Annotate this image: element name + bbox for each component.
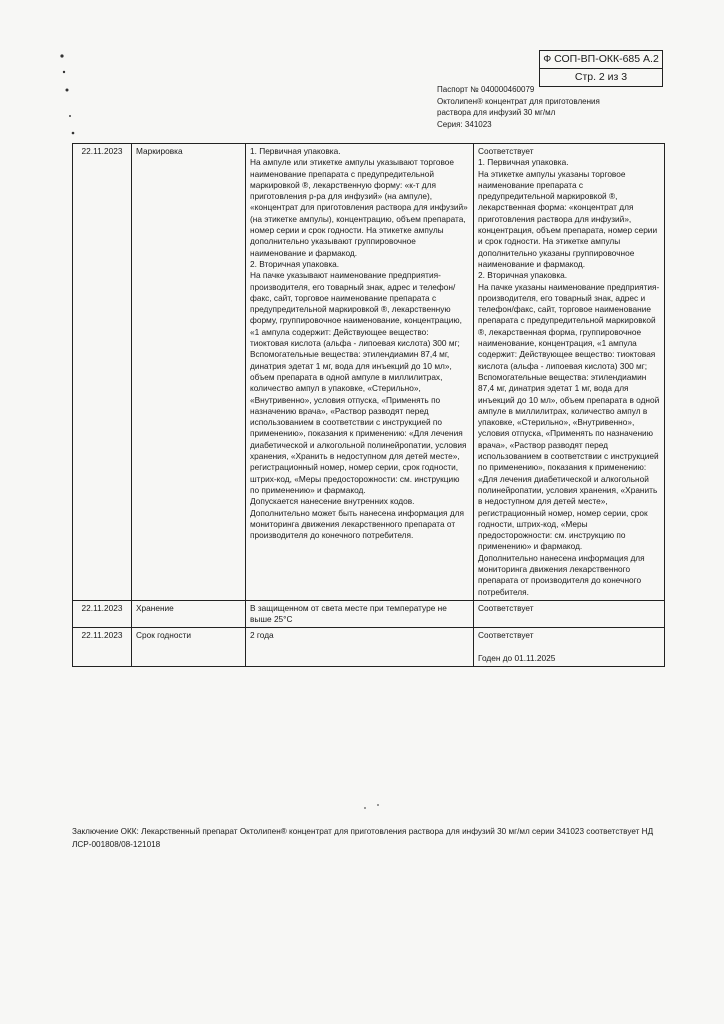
result-text: Соответствует [478,602,534,613]
requirement-text: 1. Первичная упаковка. [250,146,341,156]
result-cell [474,144,665,601]
quality-control-table [72,143,665,667]
requirement-cell [246,600,474,628]
result-text: Дополнительно нанесена информация для мониторинга движения лекарственного препарата от производителя до конечного потребителя. [478,552,645,597]
page-number: Стр. 2 из 3 [540,68,662,86]
batch-number: Серия: 341023 [437,119,492,129]
test-parameter: Срок годности [132,628,246,667]
requirement-cell [246,628,474,667]
product-name-line-2: раствора для инфузий 30 мг/мл [437,108,556,117]
passport-number: Паспорт № 040000460079 [437,85,535,94]
product-name-line-1: Октолипен® концентрат для приготовления [437,96,600,106]
result-text: 2. Вторичная упаковка. [478,270,568,281]
result-text: Соответствует [478,146,534,156]
requirement-text: На ампуле или этикетке ампулы указывают торговое наименование препарата с предупредительной маркировкой ®, лекарственную форму: «к-т для приготовления р-ра для инфузий» (на ампуле), «концентрат для приготовления раствора для инфузий» (на этикетке ампулы), концентрацию, объем препарата, номер серии и срок годности. На этикетке ампулы дополнительно указывают группировочное наименование и фармакод. [250,157,468,258]
test-parameter: Маркировка [132,144,246,601]
result-cell [474,628,665,667]
requirement-cell [246,144,474,601]
requirement-text: 2 года [250,630,274,641]
requirement-text: 2. Вторичная упаковка. [250,258,340,269]
document-code-stamp [539,50,663,87]
test-date: 22.11.2023 [73,628,132,667]
requirement-text: Допускается нанесение внутренних кодов. [250,496,415,507]
test-parameter: Хранение [132,600,246,628]
result-text: Годен до 01.11.2025 [478,652,556,663]
requirement-text: На пачке указывают наименование предприятия-производителя, его товарный знак, адрес и телефон/факс, сайт, торговое наименование препарата с предупредительной маркировкой ®, лекарственную форму, группировочное наименование, концентрацию, «1 ампула содержит: Действующее вещество: тиоктовая кислота (альфа - липоевая кислота) 300 мг; Вспомогательные вещества: этилендиамин 87,4 мг, динатрия эдетат 1 мг, вода для инъекций до 10 мл», объем препарата в одной ампуле в миллилитрах, количество ампул в упаковке, «Стерильно», «Внутривенно», условия отпуска, «Применять по назначению врача», «Раствор разводят перед использованием в соответствии с инструкцией по применению», показания к применению: «Для лечения диабетической и алкогольной полинейропатии, условия хранения, «Хранить в недоступном для детей месте», регистрационный номер, номер серии, срок годности, штрих-код, «Меры предосторожности: см. инструкцию по применению» и фармакод. [250,270,467,495]
table-row [73,628,665,667]
table-row [73,600,665,628]
result-cell [474,600,665,628]
result-text: 1. Первичная упаковка. [478,157,569,168]
result-text: На этикетке ампулы указаны торговое наименование препарата с предупредительной маркировкой ®, лекарственная форма: «концентрат для приготовления раствора для инфузий», концентрация, объем препарата, номер серии и срок годности. На этикетке ампулы дополнительно указаны группировочное наименование и фармакод. [478,168,658,269]
requirement-text: Дополнительно может быть нанесена информация для мониторинга движения лекарственного препарата от производителя до конечного потребителя. [250,507,464,541]
result-text: На пачке указаны наименование предприятия-производителя, его товарный знак, адрес и телефон/факс, сайт, торговое наименование препарата с предупредительной маркировкой ®, лекарственная форма, группировочное наименование, концентрация, «1 ампула содержит: Действующее вещество: тиоктовая кислота (альфа - липоевая кислота) 300 мг; Вспомогательные вещества: этилендиамин 87,4 мг, динатрия эдетат 1 мг, вода для инъекций до 10 мл», объем препарата в одной ампуле в миллилитрах, количество ампул в упаковке, «Стерильно», «Внутривенно», условия отпуска, «Применять по назначению врача», «Раствор разводят перед использованием в соответствии с инструкцией по применению», показания к применению: «Для лечения диабетической и алкогольной полинейропатии, условия хранения, «Хранить в недоступном для детей месте», регистрационный номер, номер серии, срок годности, штрих-код, «Меры предосторожности: см. инструкцию по применению» и фармакод. [478,281,660,552]
table-row [73,144,665,601]
conclusion-text: Заключение ОКК: Лекарственный препарат Октолипен® концентрат для приготовления раствора для инфузий 30 мг/мл серии 341023 соответствует НД ЛСР-001808/08-121018 [72,827,654,849]
requirement-text: В защищенном от света месте при температуре не выше 25°С [250,602,447,625]
passport-info [437,84,600,130]
doc-code: Ф СОП-ВП-ОКК-685 А.2 [543,53,659,65]
result-text: Соответствует [478,630,534,641]
test-date: 22.11.2023 [73,144,132,601]
test-date: 22.11.2023 [73,600,132,628]
